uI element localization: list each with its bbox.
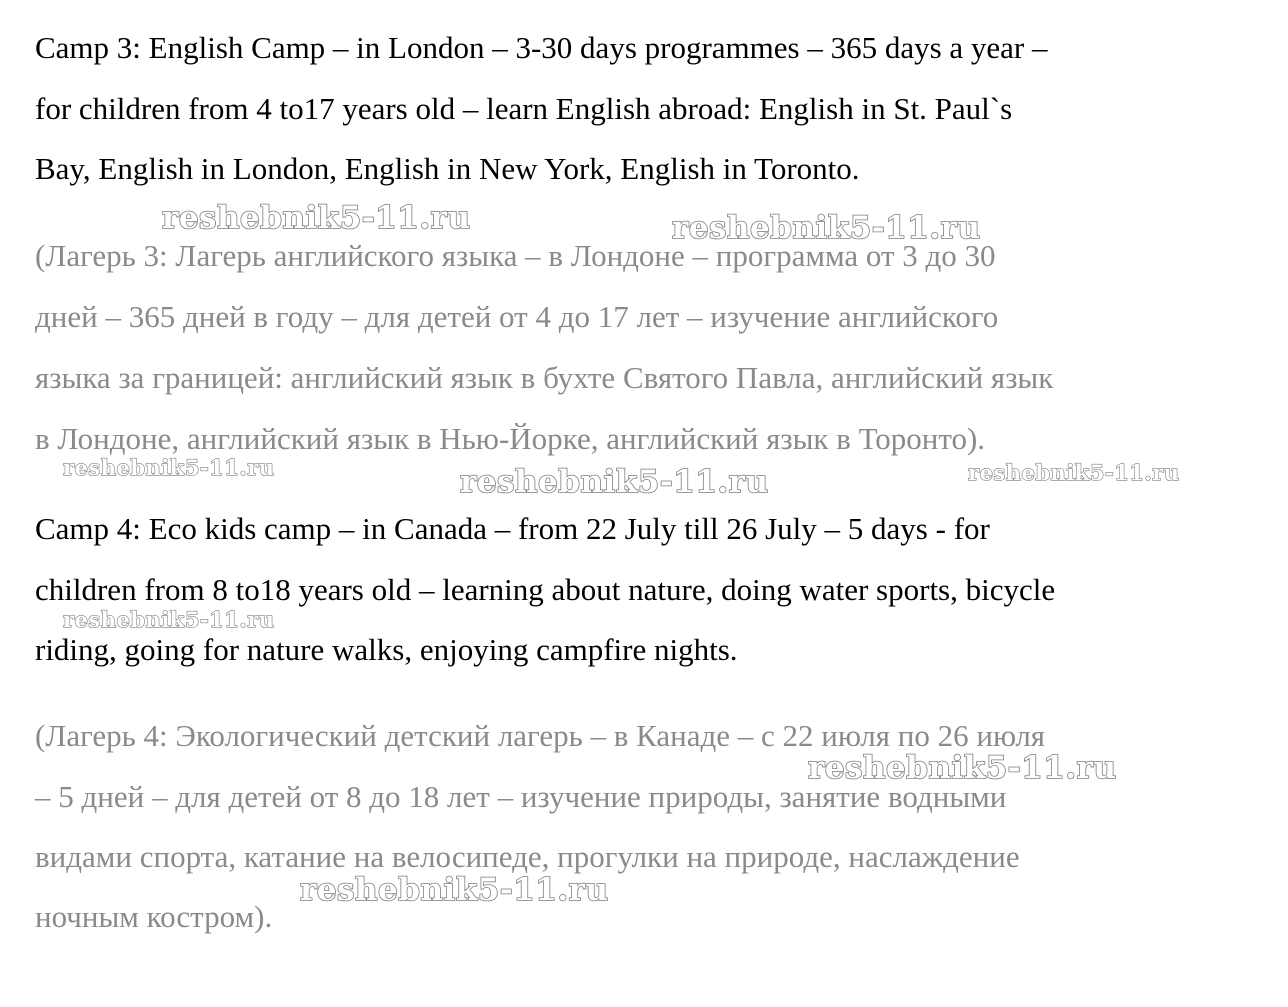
camp4-russian-line-3: видами спорта, катание на велосипеде, прогулки на природе, наслаждение xyxy=(35,839,1020,874)
camp3-russian-line-2: дней – 365 дней в году – для детей от 4 до 17 лет – изучение английского xyxy=(35,299,999,334)
watermark: reshebnik5-11.ru xyxy=(808,750,1117,786)
camp3-english-line-3: Bay, English in London, English in New York, English in Toronto. xyxy=(35,151,860,186)
camp3-english-line-1: Camp 3: English Camp – in London – 3-30 days programmes – 365 days a year – xyxy=(35,30,1048,65)
watermark: reshebnik5-11.ru xyxy=(300,872,609,908)
watermark: reshebnik5-11.ru xyxy=(460,464,769,500)
camp3-russian-line-1: (Лагерь 3: Лагерь английского языка – в Лондоне – программа от 3 до 30 xyxy=(35,238,996,273)
watermark: reshebnik5-11.ru xyxy=(968,460,1180,485)
camp4-russian-line-2: – 5 дней – для детей от 8 до 18 лет – изучение природы, занятие водными xyxy=(35,779,1007,814)
camp4-russian-line-1: (Лагерь 4: Экологический детский лагерь – в Канаде – с 22 июля по 26 июля xyxy=(35,718,1046,753)
watermark: reshebnik5-11.ru xyxy=(63,455,275,480)
camp4-english-line-1: Camp 4: Eco kids camp – in Canada – from 22 July till 26 July – 5 days - for xyxy=(35,511,990,546)
watermark: reshebnik5-11.ru xyxy=(162,200,471,236)
watermark: reshebnik5-11.ru xyxy=(63,607,275,632)
camp4-russian-line-4: ночным костром). xyxy=(35,899,273,934)
watermark: reshebnik5-11.ru xyxy=(672,210,981,246)
camp3-english-line-2: for children from 4 to17 years old – learn English abroad: English in St. Paul`s xyxy=(35,91,1013,126)
camp3-russian-line-3: языка за границей: английский язык в бухте Святого Павла, английский язык xyxy=(35,360,1054,395)
camp4-english-line-3: riding, going for nature walks, enjoying campfire nights. xyxy=(35,632,738,667)
camp4-english-line-2: children from 8 to18 years old – learning about nature, doing water sports, bicycle xyxy=(35,572,1056,607)
camp3-russian-line-4: в Лондоне, английский язык в Нью-Йорке, английский язык в Торонто). xyxy=(35,421,986,456)
